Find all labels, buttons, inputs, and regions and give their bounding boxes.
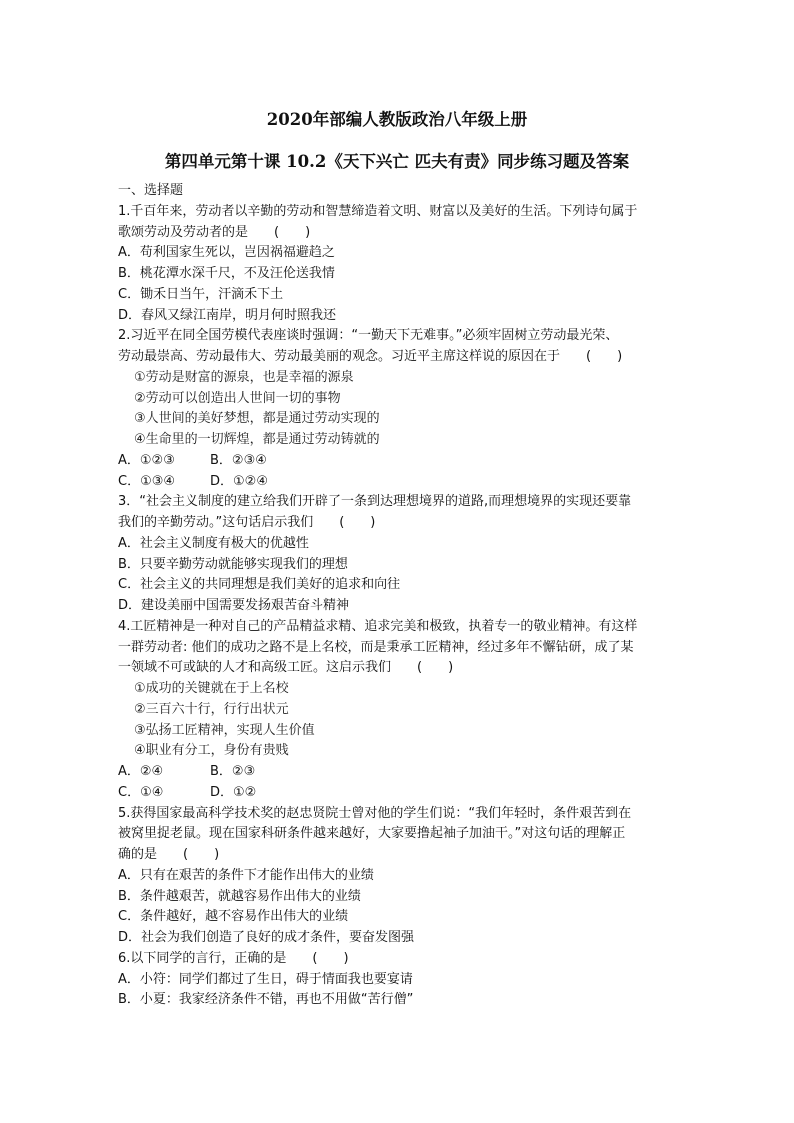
statement-3: ③弘扬工匠精神，实现人生价值 xyxy=(134,722,315,738)
option-c: C．锄禾日当午，汗滴禾下土 xyxy=(118,286,284,302)
option-a: A．社会主义制度有极大的优越性 xyxy=(118,535,309,551)
question-6 xyxy=(118,949,678,1011)
question-stem-line: 确的是 ( ) xyxy=(118,847,220,862)
document-title: 2020年部编人教版政治八年级上册 xyxy=(266,110,528,129)
option-d: D．①②④ xyxy=(210,473,268,489)
option-b: B．②③ xyxy=(210,764,256,779)
option-d: D．社会为我们创造了良好的成才条件，要奋发图强 xyxy=(118,930,415,945)
statement-2: ②劳动可以创造出人世间一切的事物 xyxy=(134,390,341,406)
question-5 xyxy=(118,804,678,949)
option-a: A．苟利国家生死以，岂因祸福避趋之 xyxy=(118,245,335,261)
question-stem-line: 一群劳动者: 他们的成功之路不是上名校，而是秉承工匠精神，经过多年不懈钻研，成了某 xyxy=(118,639,634,655)
options-row xyxy=(118,451,678,472)
option-d: D．①② xyxy=(210,784,257,800)
statement-4: ④职业有分工，身份有贵贱 xyxy=(134,743,289,759)
section-header: 一、选择题 xyxy=(118,183,184,198)
options-row xyxy=(118,762,678,783)
option-c: C．①③④ xyxy=(118,473,176,489)
statement-3: ③人世间的美好梦想，都是通过劳动实现的 xyxy=(134,411,380,427)
question-2 xyxy=(118,326,678,492)
question-3 xyxy=(118,492,678,617)
option-b: B．小夏：我家经济条件不错，再也不用做“苦行僧” xyxy=(118,992,414,1008)
option-a: A．只有在艰苦的条件下才能作出伟大的业绩 xyxy=(118,867,374,883)
statement-1: ①成功的关键就在于上名校 xyxy=(134,681,289,696)
question-stem-line: 我们的辛勤劳动。”这句话启示我们 ( ) xyxy=(118,515,376,530)
question-stem-line: 1.千百年来，劳动者以辛勤的劳动和智慧缔造着文明、财富以及美好的生活。下列诗句属于 xyxy=(118,203,638,219)
question-stem-line: 6.以下同学的言行，正确的是 ( ) xyxy=(118,950,349,966)
options-row xyxy=(118,783,678,804)
question-stem-line: 2.习近平在同全国劳模代表座谈时强调：“一勤天下无难事。”必须牢固树立劳动最光荣、 xyxy=(118,328,619,344)
statement-4: ④生命里的一切辉煌，都是通过劳动铸就的 xyxy=(134,432,380,447)
option-a: A．②④ xyxy=(118,764,164,779)
statement-2: ②三百六十行，行行出状元 xyxy=(134,701,289,717)
option-b: B．桃花潭水深千尺，不及汪伦送我情 xyxy=(118,266,335,281)
option-c: C．①④ xyxy=(118,784,164,800)
question-4 xyxy=(118,617,678,804)
statement-1: ①劳动是财富的源泉，也是幸福的源泉 xyxy=(134,369,354,385)
question-stem-line: 4.工匠精神是一种对自己的产品精益求精、追求完美和极致，执着专一的敬业精神。有这样 xyxy=(118,618,638,634)
question-stem-line: 劳动最崇高、劳动最伟大、劳动最美丽的观念。习近平主席这样说的原因在于 ( ) xyxy=(118,349,623,364)
question-stem-line: 一领域不可或缺的人才和高级工匠。这启示我们 ( ) xyxy=(118,660,454,676)
question-stem-line: 歌颂劳动及劳动者的是 ( ) xyxy=(118,224,311,240)
document-body xyxy=(118,181,678,1011)
option-b: B．条件越艰苦，就越容易作出伟大的业绩 xyxy=(118,888,361,904)
question-1 xyxy=(118,202,678,327)
option-b: B．②③④ xyxy=(210,452,267,468)
option-c: C．社会主义的共同理想是我们美好的追求和向往 xyxy=(118,577,401,593)
option-d: D．春风又绿江南岸，明月何时照我还 xyxy=(118,307,337,323)
option-d: D．建设美丽中国需要发扬艰苦奋斗精神 xyxy=(118,598,350,613)
document-subtitle: 第四单元第十课 10.2《天下兴亡 匹夫有责》同步练习题及答案 xyxy=(164,152,630,171)
question-stem-line: 3．“社会主义制度的建立给我们开辟了一条到达理想境界的道路,而理想境界的实现还要靠 xyxy=(118,494,632,510)
option-a: A．①②③ xyxy=(118,452,175,468)
options-row xyxy=(118,472,678,493)
question-stem-line: 被窝里捉老鼠。现在国家科研条件越来越好，大家要撸起袖子加油干。”对这句话的理解正 xyxy=(118,826,626,842)
option-c: C．条件越好，越不容易作出伟大的业绩 xyxy=(118,909,349,925)
option-a: A．小符：同学们都过了生日，碍于情面我也要宴请 xyxy=(118,971,413,987)
question-stem-line: 5.获得国家最高科学技术奖的赵忠贤院士曾对他的学生们说：“我们年轻时，条件艰苦到在 xyxy=(118,805,632,821)
option-b: B．只要辛勤劳动就能够实现我们的理想 xyxy=(118,556,348,572)
